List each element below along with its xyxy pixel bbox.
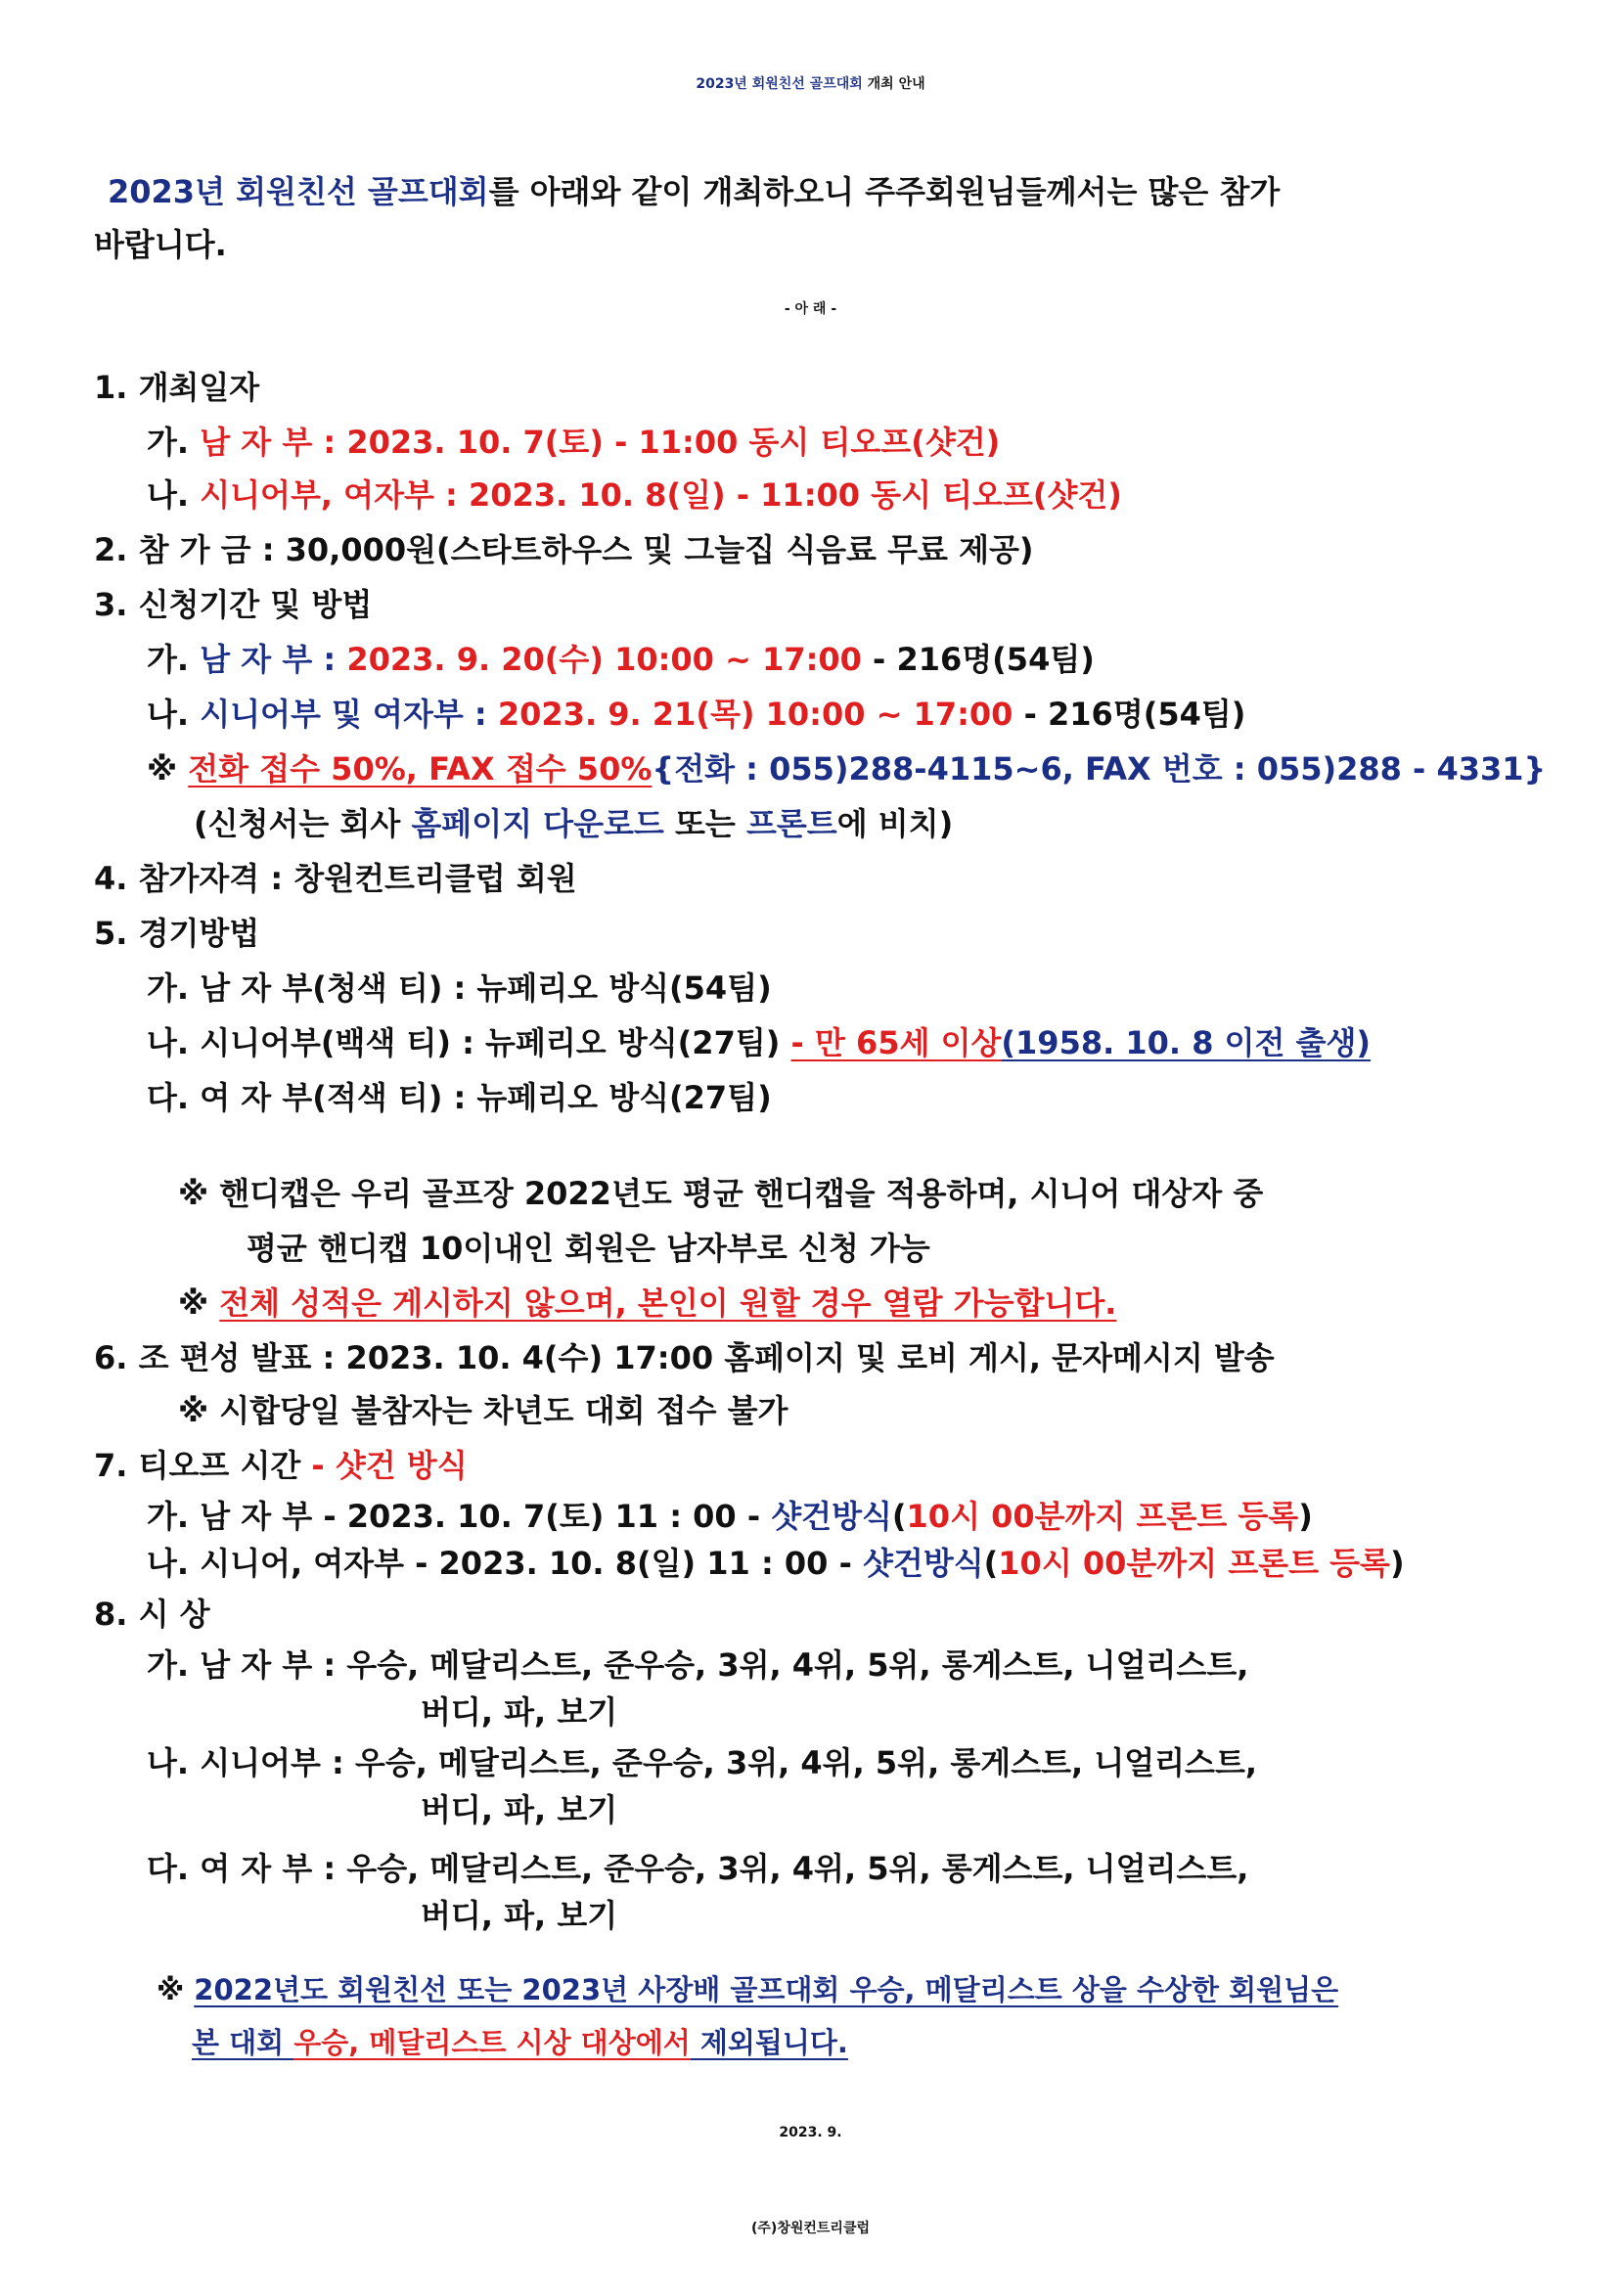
section-4-heading: 4. 참가자격 : 창원컨트리클럽 회원 xyxy=(94,860,577,897)
section-3-note-2: (신청서는 회사 홈페이지 다운로드 또는 프론트에 비치) xyxy=(194,805,954,842)
company-name: (주)창원컨트리클럽 xyxy=(751,2221,870,2236)
section-7-item-a: 가. 남 자 부 - 2023. 10. 7(토) 11 : 00 - 샷건방식(10시 00분까지 프론트 등록) xyxy=(147,1498,1313,1535)
section-5-note-3: ※ 전체 성적은 게시하지 않으며, 본인이 원할 경우 열람 가능합니다. xyxy=(178,1284,1117,1322)
section-1-heading: 1. 개최일자 xyxy=(94,369,260,406)
intro-line-2: 바랍니다. xyxy=(94,226,227,263)
arae-heading: - 아 래 - xyxy=(784,301,837,317)
section-1-item-b: 나. 시니어부, 여자부 : 2023. 10. 8(일) - 11:00 동시 티오프(샷건) xyxy=(147,476,1122,514)
section-8-item-a-line-2: 버디, 파, 보기 xyxy=(421,1693,618,1731)
section-3-item-a: 가. 남 자 부 : 2023. 9. 20(수) 10:00 ~ 17:00 - 216명(54팀) xyxy=(147,641,1095,678)
section-5-note-1: ※ 핸디캡은 우리 골프장 2022년도 평균 핸디캡을 적용하며, 시니어 대상자 중 xyxy=(178,1175,1264,1212)
section-5-note-2: 평균 핸디캡 10이내인 회원은 남자부로 신청 가능 xyxy=(247,1230,930,1267)
section-6-heading: 6. 조 편성 발표 : 2023. 10. 4(수) 17:00 홈페이지 및 로비 게시, 문자메시지 발송 xyxy=(94,1339,1275,1376)
intro-line-1: 2023년 회원친선 골프대회를 아래와 같이 개최하오니 주주회원님들께서는 많은 참가 xyxy=(108,173,1281,210)
section-8-heading: 8. 시 상 xyxy=(94,1596,210,1633)
section-5-heading: 5. 경기방법 xyxy=(94,915,260,952)
section-8-item-c-line-1: 다. 여 자 부 : 우승, 메달리스트, 준우승, 3위, 4위, 5위, 롱게스트, 니얼리스트, xyxy=(147,1850,1249,1887)
final-note-line-1: ※ 2022년도 회원친선 또는 2023년 사장배 골프대회 우승, 메달리스트 상을 수상한 회원님은 xyxy=(157,1973,1339,2006)
section-6-note: ※ 시합당일 불참자는 차년도 대회 접수 불가 xyxy=(178,1392,788,1429)
section-8-item-a-line-1: 가. 남 자 부 : 우승, 메달리스트, 준우승, 3위, 4위, 5위, 롱게스트, 니얼리스트, xyxy=(147,1646,1249,1684)
section-5-item-c: 다. 여 자 부(적색 티) : 뉴페리오 방식(27팀) xyxy=(147,1079,772,1116)
final-note-line-2: 본 대회 우승, 메달리스트 시상 대상에서 제외됩니다. xyxy=(192,2026,848,2059)
section-3-heading: 3. 신청기간 및 방법 xyxy=(94,586,373,623)
section-8-item-b-line-1: 나. 시니어부 : 우승, 메달리스트, 준우승, 3위, 4위, 5위, 롱게스트, 니얼리스트, xyxy=(147,1744,1258,1781)
issue-date: 2023. 9. xyxy=(779,2125,842,2140)
section-5-item-a: 가. 남 자 부(청색 티) : 뉴페리오 방식(54팀) xyxy=(147,969,772,1007)
section-8-item-c-line-2: 버디, 파, 보기 xyxy=(421,1897,618,1934)
section-3-item-b: 나. 시니어부 및 여자부 : 2023. 9. 21(목) 10:00 ~ 17:00 - 216명(54팀) xyxy=(147,696,1246,733)
page-title: 2023년 회원친선 골프대회 개최 안내 xyxy=(696,76,925,92)
section-7-item-b: 나. 시니어, 여자부 - 2023. 10. 8(일) 11 : 00 - 샷건방식(10시 00분까지 프론트 등록) xyxy=(147,1545,1405,1582)
section-1-item-a: 가. 남 자 부 : 2023. 10. 7(토) - 11:00 동시 티오프(샷건) xyxy=(147,424,1001,461)
section-8-item-b-line-2: 버디, 파, 보기 xyxy=(421,1791,618,1828)
section-5-item-b: 나. 시니어부(백색 티) : 뉴페리오 방식(27팀) - 만 65세 이상(1958. 10. 8 이전 출생) xyxy=(147,1024,1372,1061)
section-3-note-1: ※ 전화 접수 50%, FAX 접수 50%{전화 : 055)288-4115~6, FAX 번호 : 055)288 - 4331} xyxy=(147,750,1547,788)
section-7-heading: 7. 티오프 시간 - 샷건 방식 xyxy=(94,1447,468,1484)
section-2-heading: 2. 참 가 금 : 30,000원(스타트하우스 및 그늘집 식음료 무료 제공) xyxy=(94,531,1034,568)
